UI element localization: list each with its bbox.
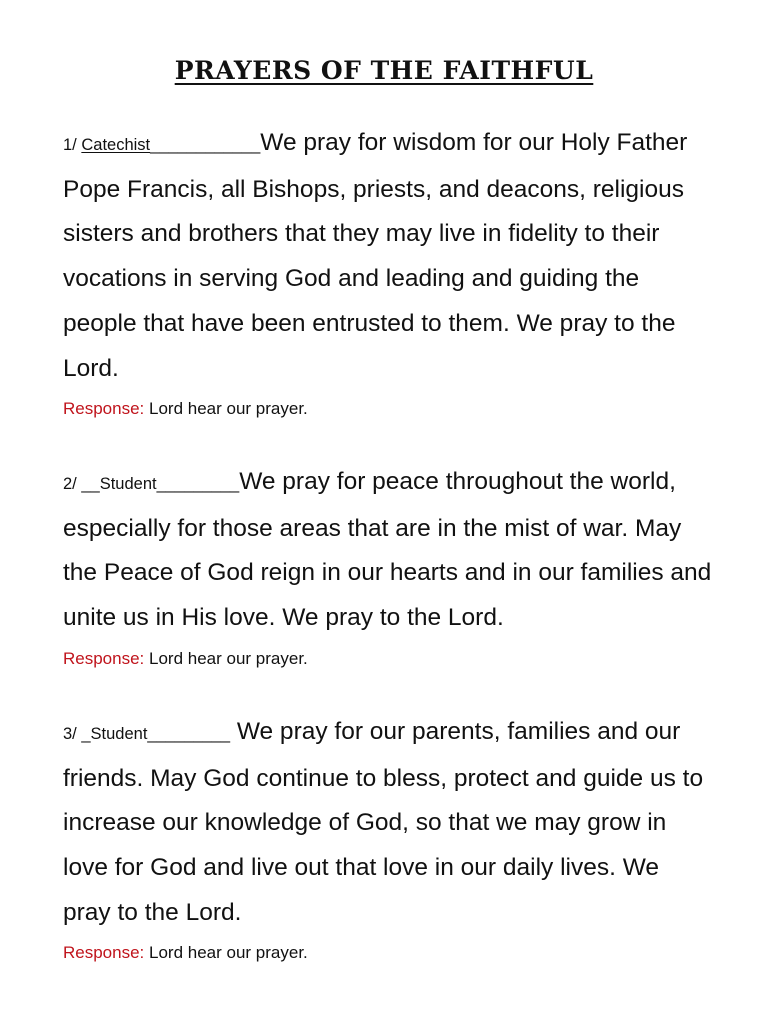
prayer-number: 2/	[63, 475, 82, 493]
response-text: Lord hear our prayer.	[144, 399, 308, 418]
prayer-text: We pray for our parents, families and our friends. May God continue to bless, protect and guide us to increase our knowledge of God, so that we may grow in love for God and live out that love in our daily lives. We pray to the Lord.	[63, 718, 704, 926]
prayer-text: We pray for wisdom for our Holy Father Pope Francis, all Bishops, priests, and deacons, religious sisters and brothers that they may live in fidelity to their vocations in serving God and leading and guiding the people that have been entrusted to them. We pray to the Lord.	[63, 129, 688, 382]
prayer-1	[63, 121, 713, 391]
prayer-2	[63, 460, 713, 641]
response-3	[63, 942, 308, 964]
page-title	[0, 56, 768, 85]
prayer-reader: __Student	[81, 475, 157, 493]
prayer-text: We pray for peace throughout the world, especially for those areas that are in the mist of war. May the Peace of God reign in our hearts and in our families and unite us in His love. We pray to the Lord.	[63, 468, 712, 632]
page-title-text: PRAYERS OF THE FAITHFUL	[174, 56, 594, 85]
prayer-reader: Catechist	[81, 136, 151, 154]
prayer-blank: _________	[156, 475, 240, 493]
prayer-number: 3/	[63, 725, 82, 743]
prayer-blank: ____________	[150, 136, 261, 154]
prayer-blank: _________	[147, 725, 231, 743]
response-2	[63, 648, 308, 670]
response-text: Lord hear our prayer.	[144, 649, 308, 668]
response-text: Lord hear our prayer.	[144, 943, 308, 962]
response-label: Response:	[63, 943, 145, 962]
response-label: Response:	[63, 649, 145, 668]
response-label: Response:	[63, 399, 145, 418]
prayer-number: 1/	[63, 136, 82, 154]
prayer-reader: _Student	[81, 725, 148, 743]
response-1	[63, 398, 308, 420]
prayer-3	[63, 710, 713, 936]
